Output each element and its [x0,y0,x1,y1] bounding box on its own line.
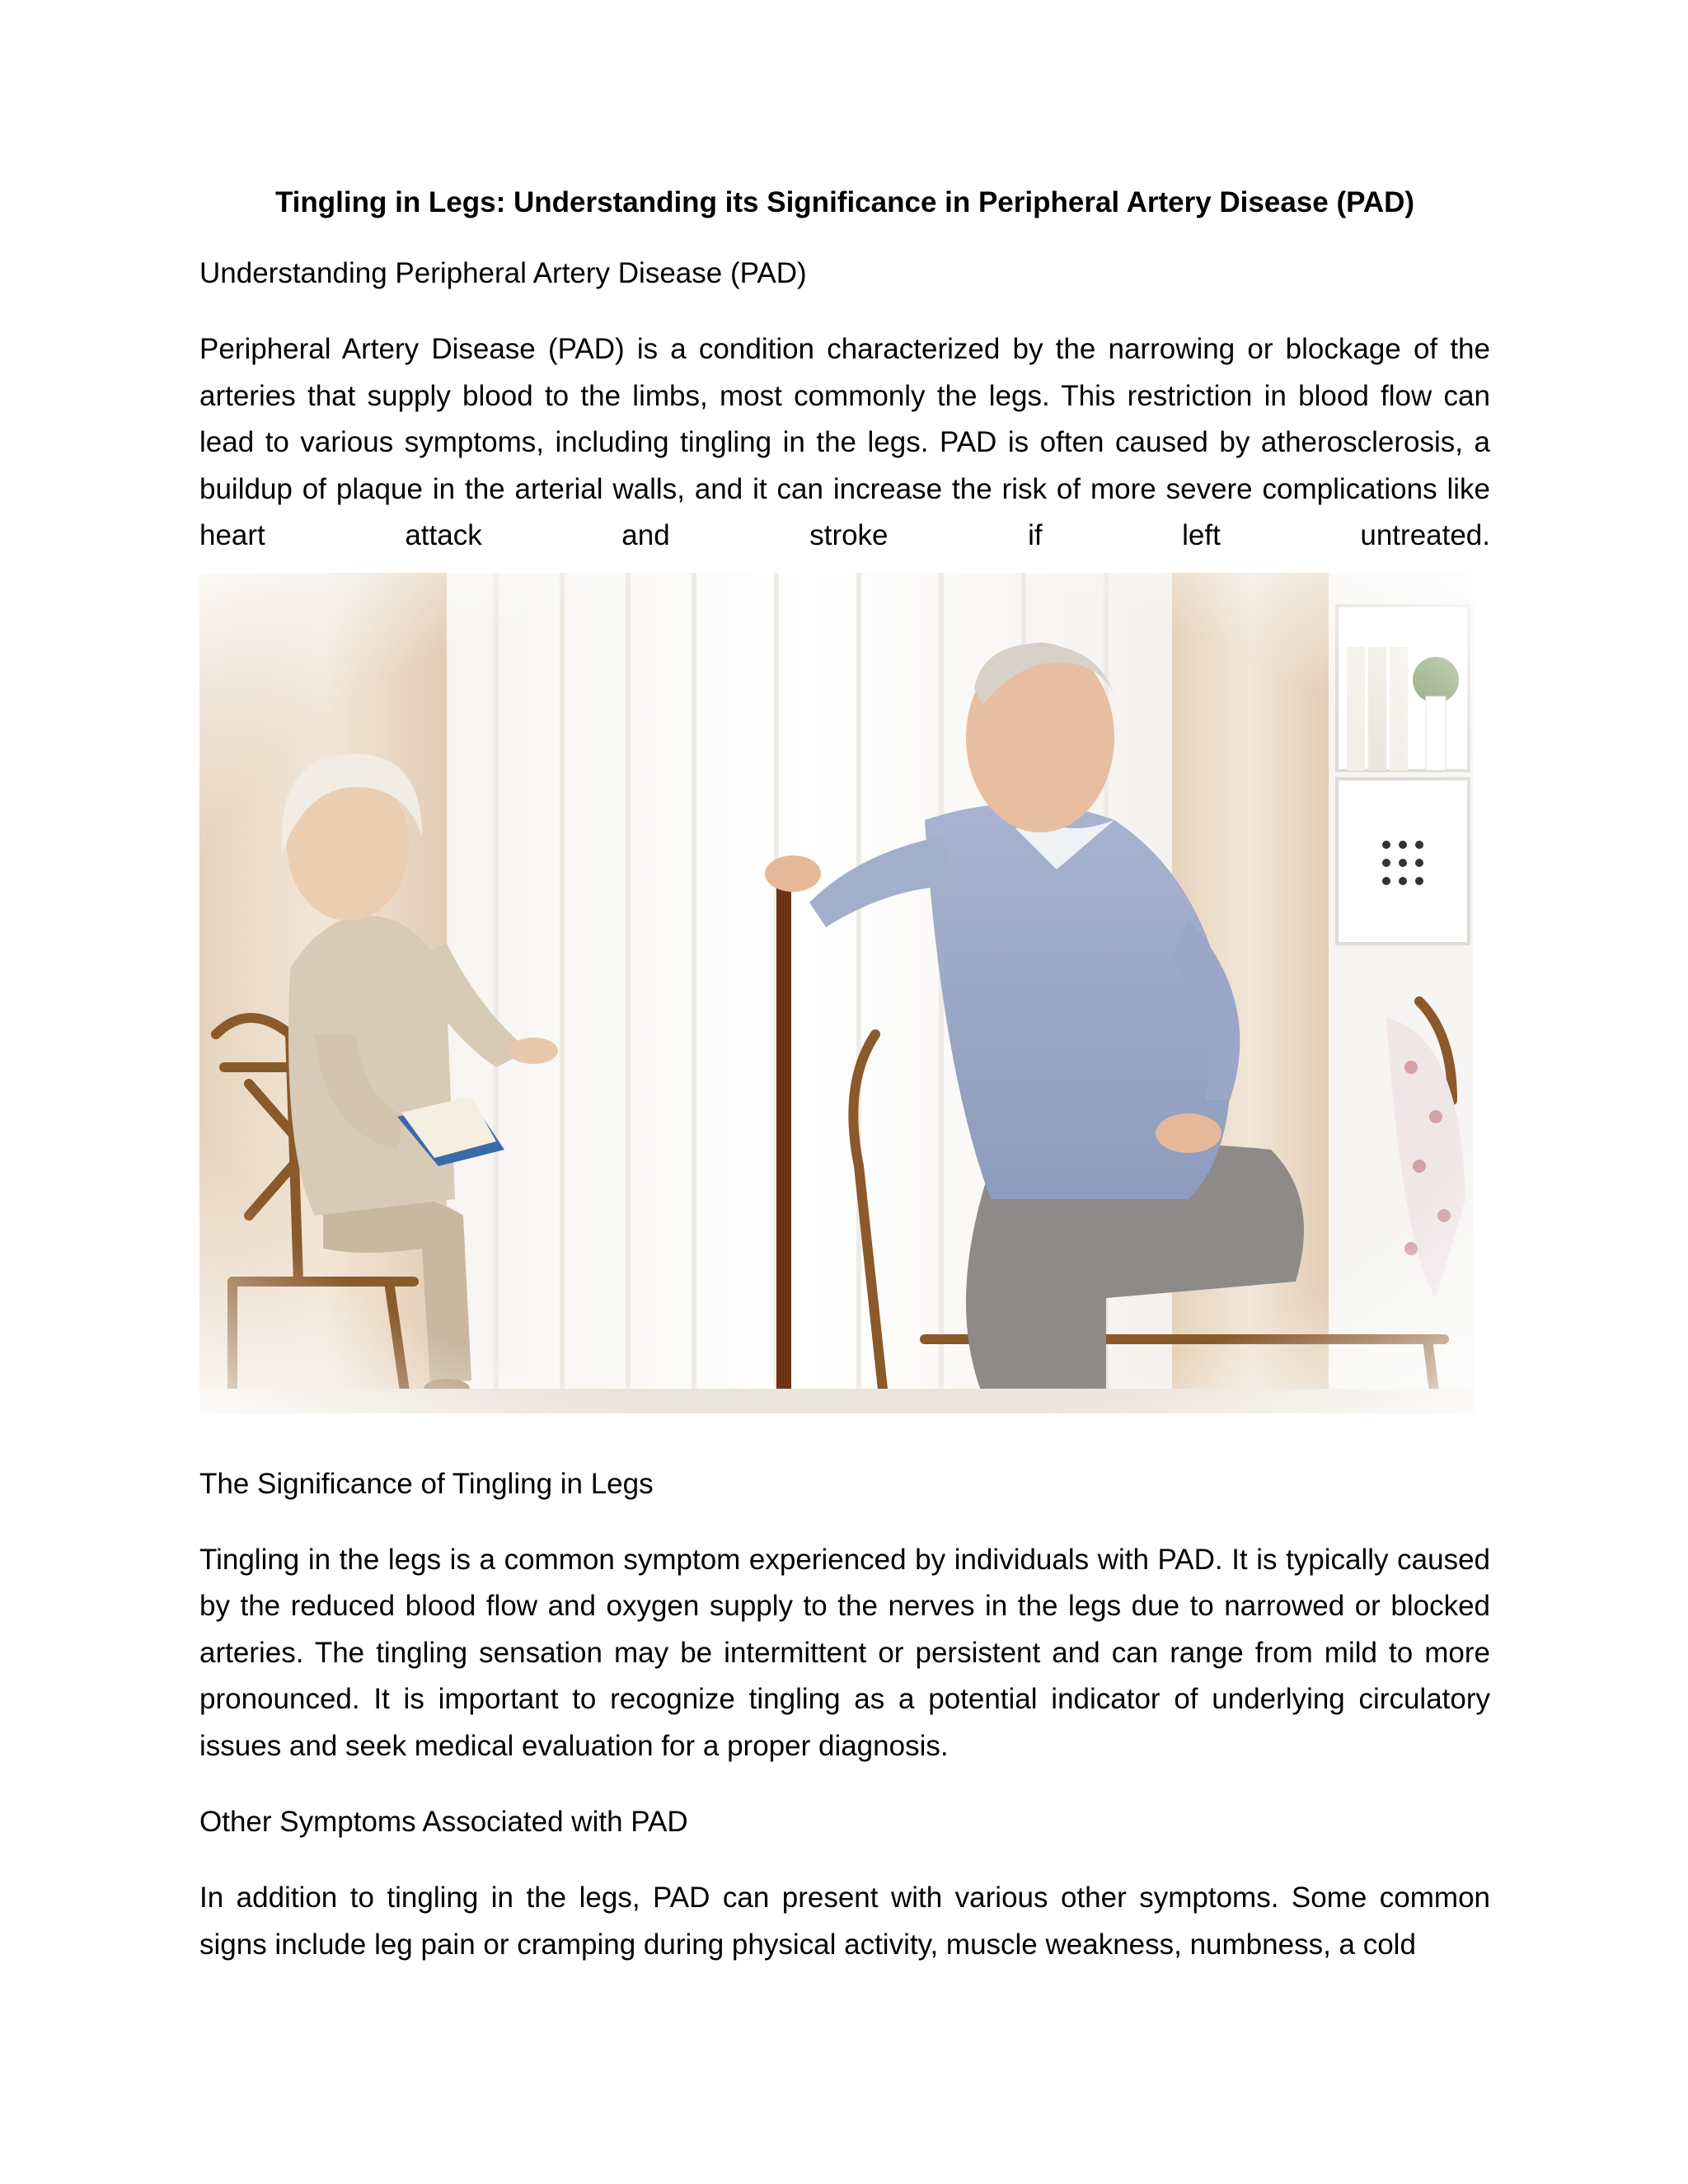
section-heading-significance-tingling: The Significance of Tingling in Legs [199,1467,654,1500]
section-paragraph-understanding-pad: Peripheral Artery Disease (PAD) is a condition characterized by the narrowing or blockage of the arteries that supply blood to the limbs, most commonly the legs. This restriction in blood flow can lead to various symptoms, including tingling in the legs. PAD is often caused by atherosclerosis, a buildup of plaque in the arterial walls, and it can increase the risk of more severe complications like heart attack and stroke if left untreated. [199,333,1490,551]
section-paragraph-significance-tingling: Tingling in the legs is a common symptom experienced by individuals with PAD. It is typically caused by the reduced blood flow and oxygen supply to the nerves in the legs due to narrowed or blocked arteries. The tingling sensation may be intermittent or persistent and can range from mild to more pronounced. It is important to recognize tingling as a potential indicator of underlying circulatory issues and seek medical evaluation for a proper diagnosis. [199,1543,1490,1762]
section-heading-understanding-pad: Understanding Peripheral Artery Disease (PAD) [199,257,807,289]
document-body [199,183,1490,1968]
illustration-elderly-couple-photo [199,573,1474,1413]
section-paragraph-other-symptoms: In addition to tingling in the legs, PAD can present with various other symptoms. Some common signs include leg pain or cramping during physical activity, muscle weakness, numbness, a cold [199,1882,1490,1961]
photo-illustration [199,573,1474,1413]
section-heading-other-symptoms: Other Symptoms Associated with PAD [199,1806,688,1838]
document-title: Tingling in Legs: Understanding its Significance in Peripheral Artery Disease (PAD) [274,186,1415,218]
